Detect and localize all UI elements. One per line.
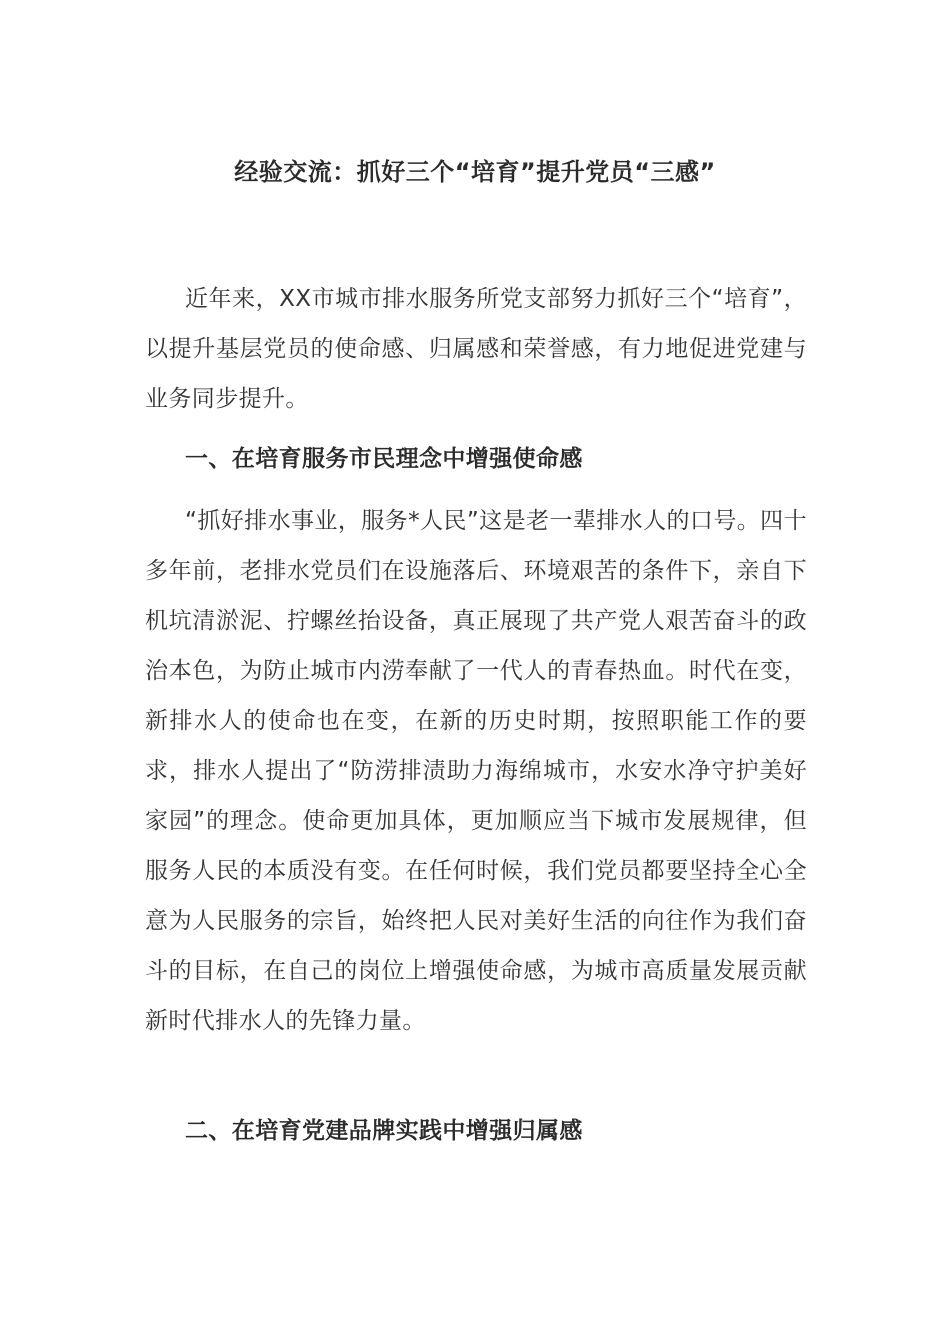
section-1-body: “抓好排水事业，服务*人民”这是老一辈排水人的口号。四十多年前，老排水党员们在设施落后、环境艰苦的条件下，亲自下机坑清淤泥、拧螺丝抬设备，真正展现了共产党人艰苦奋斗的政治本色，为防止城市内涝奉献了一代人的青春热血。时代在变，新排水人的使命也在变，在新的历史时期，按照职能工作的要求，排水人提出了“防涝排渍助力海绵城市，水安水净守护美好家园”的理念。使命更加具体，更加顺应当下城市发展规律，但服务人民的本质没有变。在任何时候，我们党员都要坚持全心全意为人民服务的宗旨，始终把人民对美好生活的向往作为我们奋斗的目标，在自己的岗位上增强使命感，为城市高质量发展贡献新时代排水人的先锋力量。 bbox=[145, 508, 807, 1034]
section-2-heading: 二、在培育党建品牌实践中增强归属感 bbox=[185, 1118, 583, 1144]
section-1-heading: 一、在培育服务市民理念中增强使命感 bbox=[185, 446, 583, 472]
intro-paragraph: 近年来，XX市城市排水服务所党支部努力抓好三个“培育”，以提升基层党员的使命感、归属感和荣誉感，有力地促进党建与业务同步提升。 bbox=[145, 286, 807, 412]
document-title: 经验交流：抓好三个“培育”提升党员“三感” bbox=[234, 158, 716, 186]
